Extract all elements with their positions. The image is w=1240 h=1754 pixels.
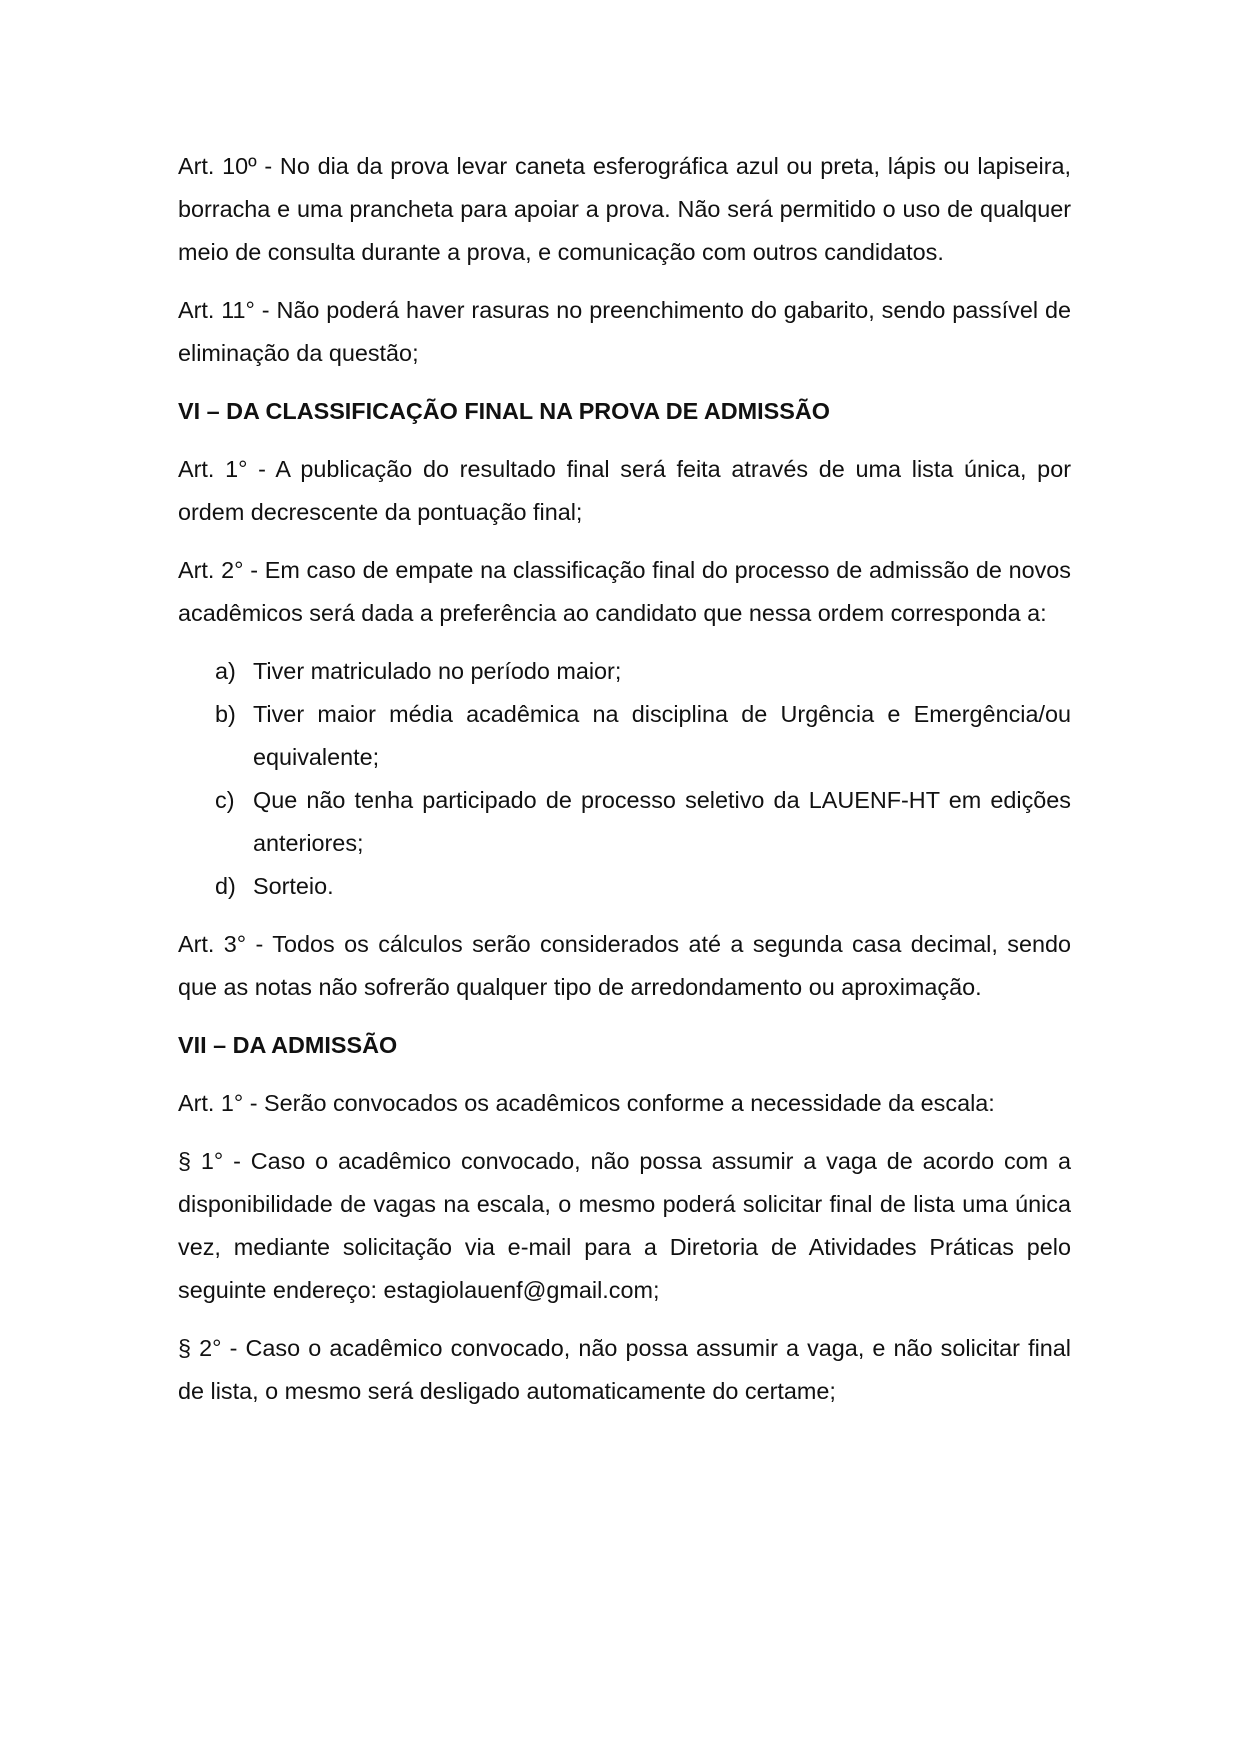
list-item [178, 693, 1071, 779]
admission-article-1-paragraph: Art. 1° - Serão convocados os acadêmicos conforme a necessidade da escala: [178, 1090, 995, 1116]
list-marker: c) [215, 787, 235, 813]
paragraph-section-1: § 1° - Caso o acadêmico convocado, não possa assumir a vaga de acordo com a disponibilidade de vagas na escala, o mesmo poderá solicitar final de lista uma única vez, mediante solicitação via e-mail para a Diretoria de Atividades Práticas pelo seguinte endereço: estagiolauenf@gmail.com; [178, 1148, 1071, 1303]
list-item-text: Tiver matriculado no período maior; [253, 658, 622, 684]
list-item [178, 865, 1071, 908]
article-10-paragraph: Art. 10º - No dia da prova levar caneta esferográfica azul ou preta, lápis ou lapiseira, borracha e uma prancheta para apoiar a prova. Não será permitido o uso de qualquer meio de consulta durante a prova, e comunicação com outros candidatos. [178, 153, 1071, 265]
section-heading-vii: VII – DA ADMISSÃO [178, 1032, 398, 1058]
list-item [178, 650, 1071, 693]
paragraph-section-2: § 2° - Caso o acadêmico convocado, não possa assumir a vaga, e não solicitar final de lista, o mesmo será desligado automaticamente do certame; [178, 1335, 1071, 1404]
list-item [178, 779, 1071, 865]
article-1-paragraph: Art. 1° - A publicação do resultado final será feita através de uma lista única, por ordem decrescente da pontuação final; [178, 456, 1071, 525]
list-marker: a) [215, 658, 236, 684]
tiebreak-criteria-list [178, 650, 1071, 908]
article-11-paragraph: Art. 11° - Não poderá haver rasuras no preenchimento do gabarito, sendo passível de eliminação da questão; [178, 297, 1071, 366]
article-3-paragraph: Art. 3° - Todos os cálculos serão considerados até a segunda casa decimal, sendo que as notas não sofrerão qualquer tipo de arredondamento ou aproximação. [178, 931, 1071, 1000]
document-page [178, 145, 1071, 1428]
list-marker: b) [215, 701, 236, 727]
list-item-text: Que não tenha participado de processo seletivo da LAUENF-HT em edições anteriores; [253, 787, 1071, 856]
list-item-text: Sorteio. [253, 873, 334, 899]
list-item-text: Tiver maior média acadêmica na disciplina de Urgência e Emergência/ou equivalente; [253, 701, 1071, 770]
section-heading-vi: VI – DA CLASSIFICAÇÃO FINAL NA PROVA DE ADMISSÃO [178, 398, 830, 424]
article-2-paragraph: Art. 2° - Em caso de empate na classificação final do processo de admissão de novos acadêmicos será dada a preferência ao candidato que nessa ordem corresponda a: [178, 557, 1071, 626]
list-marker: d) [215, 873, 236, 899]
